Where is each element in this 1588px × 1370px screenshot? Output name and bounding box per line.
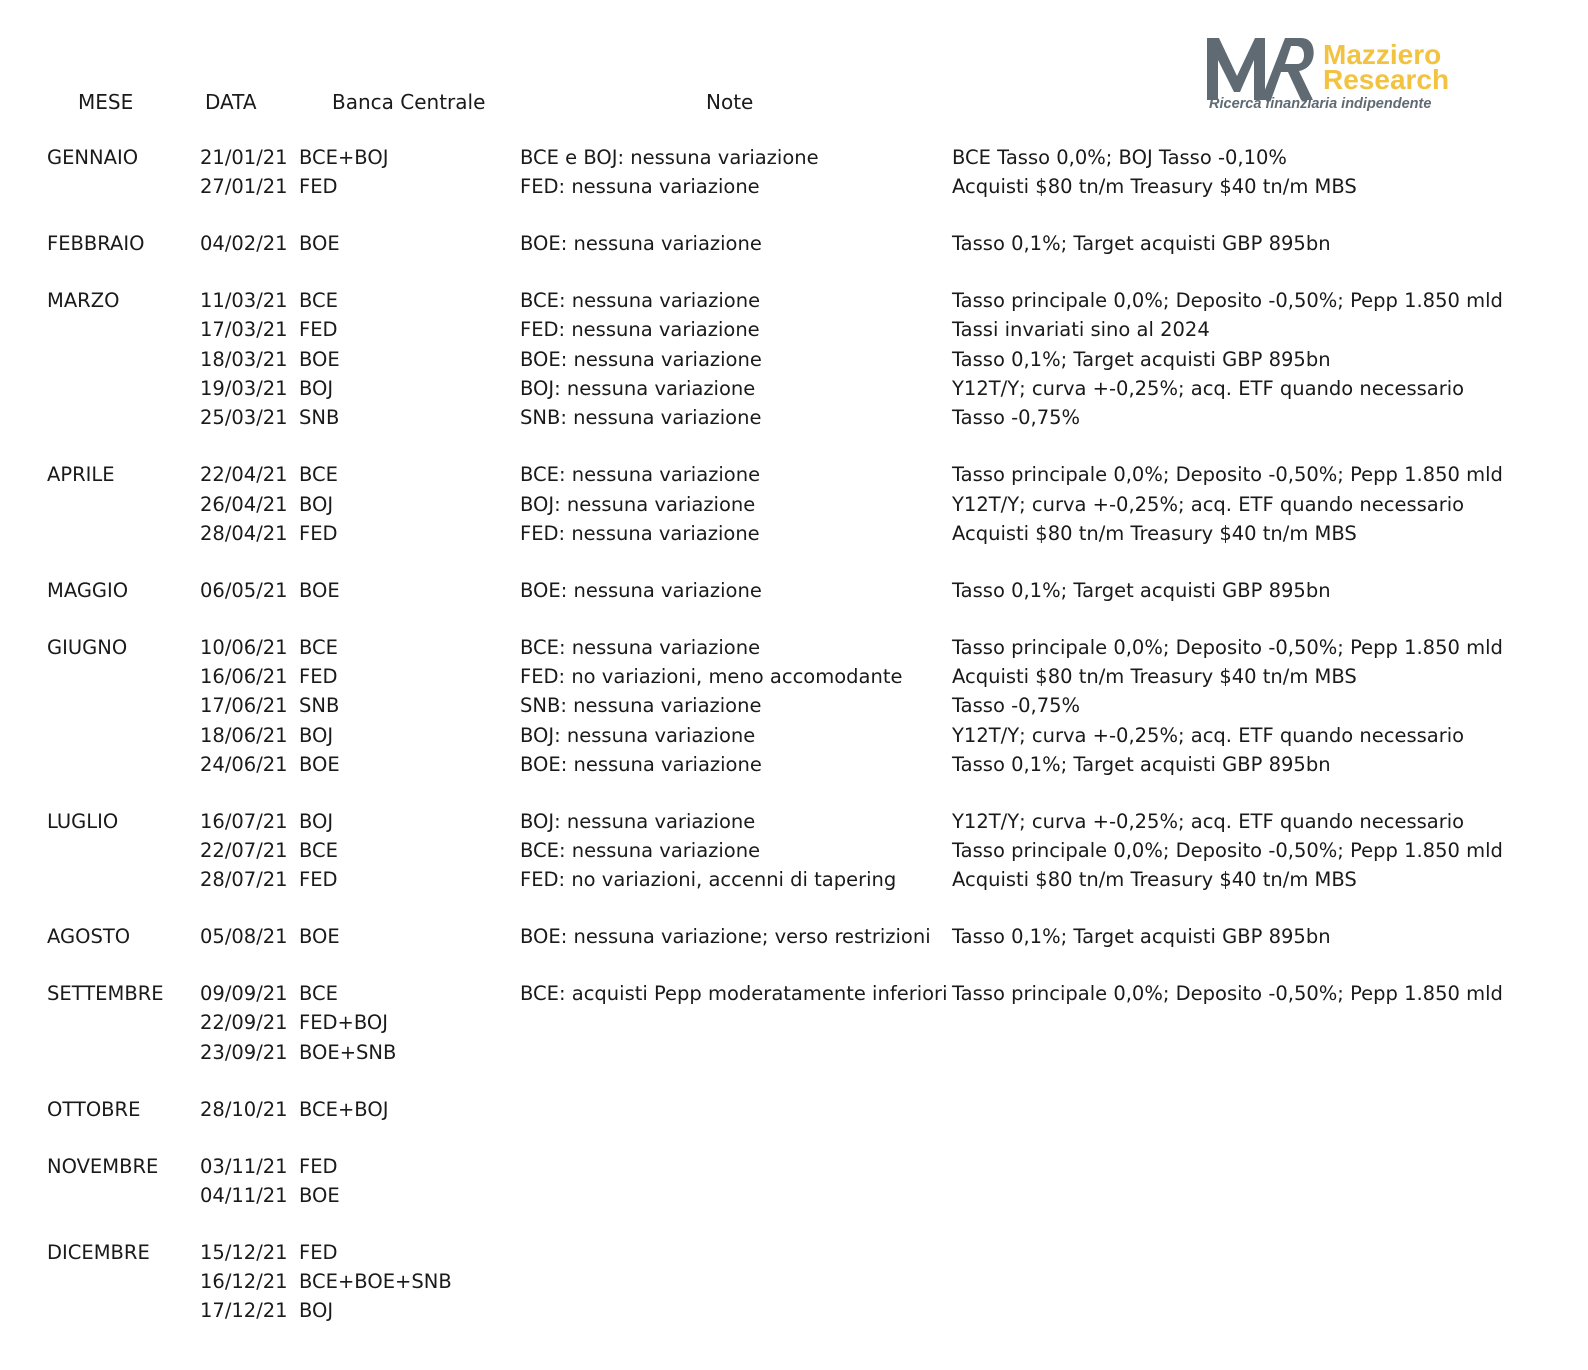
logo-name-line2: Research (1323, 64, 1450, 95)
cell-date: 27/01/21 (200, 175, 288, 199)
cell-bank: BOE (299, 578, 340, 602)
cell-detail: Tasso principale 0,0%; Deposito -0,50%; Pepp 1.850 mld (952, 839, 1503, 862)
cell-month: APRILE (47, 463, 115, 487)
cell-bank: FED (299, 175, 338, 199)
cell-bank: BOJ (299, 723, 334, 747)
cell-bank: FED (299, 1154, 338, 1178)
cell-note: BCE: nessuna variazione (520, 635, 761, 659)
cell-bank: BCE (299, 839, 338, 862)
cell-month: GENNAIO (47, 146, 139, 169)
cell-detail: Tasso 0,1%; Target acquisti GBP 895bn (952, 752, 1331, 776)
cell-bank: BOJ (299, 377, 334, 400)
cell-note: BOE: nessuna variazione (520, 232, 762, 256)
cell-month: AGOSTO (47, 925, 131, 949)
cell-note: BCE e BOJ: nessuna variazione (520, 146, 819, 169)
cell-note: BCE: nessuna variazione (520, 463, 761, 487)
cell-bank: SNB (299, 406, 340, 430)
cell-note: BOJ: nessuna variazione (520, 723, 756, 747)
logo-name-line1: Mazziero (1323, 39, 1442, 70)
cell-note: SNB: nessuna variazione (520, 694, 762, 718)
cell-date: 11/03/21 (200, 289, 288, 313)
cell-bank: FED+BOJ (299, 1011, 389, 1035)
cell-date: 19/03/21 (200, 377, 288, 400)
cell-bank: BCE+BOJ (299, 146, 389, 169)
cell-detail: BCE Tasso 0,0%; BOJ Tasso -0,10% (952, 146, 1287, 169)
cell-month: MAGGIO (47, 578, 129, 602)
cell-bank: FED (299, 664, 338, 688)
cell-date: 21/01/21 (200, 146, 288, 169)
cell-date: 17/12/21 (200, 1299, 288, 1323)
cell-detail: Tasso 0,1%; Target acquisti GBP 895bn (952, 578, 1331, 602)
cell-bank: BCE (299, 463, 338, 487)
cell-date: 04/11/21 (200, 1183, 288, 1207)
cell-bank: BOE+SNB (299, 1040, 397, 1064)
cell-date: 16/12/21 (200, 1270, 288, 1293)
cell-date: 26/04/21 (200, 492, 288, 516)
cell-date: 17/06/21 (200, 694, 288, 718)
cell-note: FED: nessuna variazione (520, 318, 760, 342)
cell-note: BOE: nessuna variazione (520, 347, 762, 371)
cell-date: 15/12/21 (200, 1240, 288, 1264)
cell-detail: Y12T/Y; curva +-0,25%; acq. ETF quando necessario (952, 492, 1465, 516)
cell-note: BOJ: nessuna variazione (520, 492, 756, 516)
cell-date: 03/11/21 (200, 1154, 288, 1178)
cell-date: 28/04/21 (200, 521, 288, 545)
cell-detail: Tassi invariati sino al 2024 (952, 318, 1210, 342)
cell-note: BOE: nessuna variazione (520, 752, 762, 776)
cell-month: LUGLIO (47, 809, 119, 833)
cell-bank: BCE (299, 982, 338, 1006)
cell-detail: Tasso principale 0,0%; Deposito -0,50%; Pepp 1.850 mld (952, 982, 1503, 1006)
cell-bank: BOJ (299, 492, 334, 516)
cell-bank: BOJ (299, 1299, 334, 1323)
header-banca-centrale: Banca Centrale (332, 90, 486, 114)
cell-bank: BOE (299, 232, 340, 256)
cell-detail: Acquisti $80 tn/m Treasury $40 tn/m MBS (952, 664, 1357, 688)
cell-month: SETTEMBRE (47, 982, 164, 1006)
cell-detail: Y12T/Y; curva +-0,25%; acq. ETF quando necessario (952, 723, 1465, 747)
cell-bank: BCE (299, 289, 338, 313)
cell-detail: Acquisti $80 tn/m Treasury $40 tn/m MBS (952, 521, 1357, 545)
cell-date: 10/06/21 (200, 635, 288, 659)
cell-month: FEBBRAIO (47, 232, 145, 256)
cell-note: BOJ: nessuna variazione (520, 809, 756, 833)
logo-tagline: Ricerca finanziaria indipendente (1209, 96, 1432, 112)
cell-note: BOE: nessuna variazione (520, 578, 762, 602)
cell-date: 22/04/21 (200, 463, 288, 487)
header-note: Note (706, 90, 754, 114)
cell-note: SNB: nessuna variazione (520, 406, 762, 430)
cell-month: MARZO (47, 289, 120, 313)
cell-bank: BOE (299, 1183, 340, 1207)
cell-date: 18/06/21 (200, 723, 288, 747)
cell-note: BOE: nessuna variazione; verso restrizioni (520, 925, 931, 949)
header-data: DATA (205, 90, 257, 114)
cell-date: 17/03/21 (200, 318, 288, 342)
cell-note: FED: nessuna variazione (520, 521, 760, 545)
cell-detail: Tasso 0,1%; Target acquisti GBP 895bn (952, 347, 1331, 371)
cell-bank: BCE+BOE+SNB (299, 1270, 452, 1293)
cell-note: FED: nessuna variazione (520, 175, 760, 199)
cell-bank: BOE (299, 347, 340, 371)
cell-date: 16/07/21 (200, 809, 288, 833)
cell-note: FED: no variazioni, accenni di tapering (520, 868, 897, 892)
cell-note: BCE: nessuna variazione (520, 839, 761, 862)
cell-detail: Tasso -0,75% (952, 406, 1081, 430)
cell-bank: BCE+BOJ (299, 1097, 389, 1121)
cell-detail: Y12T/Y; curva +-0,25%; acq. ETF quando necessario (952, 377, 1465, 400)
cell-bank: FED (299, 1240, 338, 1264)
cell-bank: BOE (299, 925, 340, 949)
cell-bank: BOE (299, 752, 340, 776)
cell-date: 28/07/21 (200, 868, 288, 892)
cell-month: DICEMBRE (47, 1240, 150, 1264)
cell-detail: Tasso 0,1%; Target acquisti GBP 895bn (952, 232, 1331, 256)
cell-bank: BCE (299, 635, 338, 659)
cell-month: OTTOBRE (47, 1097, 141, 1121)
cell-date: 22/07/21 (200, 839, 288, 862)
cell-bank: BOJ (299, 809, 334, 833)
cell-detail: Tasso principale 0,0%; Deposito -0,50%; Pepp 1.850 mld (952, 289, 1503, 313)
cell-note: BOJ: nessuna variazione (520, 377, 756, 400)
cell-date: 25/03/21 (200, 406, 288, 430)
cell-date: 24/06/21 (200, 752, 288, 776)
cell-date: 22/09/21 (200, 1011, 288, 1035)
cell-detail: Y12T/Y; curva +-0,25%; acq. ETF quando necessario (952, 809, 1465, 833)
cell-date: 09/09/21 (200, 982, 288, 1006)
cell-note: BCE: nessuna variazione (520, 289, 761, 313)
cell-date: 16/06/21 (200, 664, 288, 688)
header-mese: MESE (78, 90, 134, 114)
cell-detail: Tasso -0,75% (952, 694, 1081, 718)
cell-date: 06/05/21 (200, 578, 288, 602)
cell-month: NOVEMBRE (47, 1154, 159, 1178)
cell-detail: Tasso principale 0,0%; Deposito -0,50%; Pepp 1.850 mld (952, 463, 1503, 487)
cell-bank: FED (299, 868, 338, 892)
cell-date: 05/08/21 (200, 925, 288, 949)
cell-month: GIUGNO (47, 635, 128, 659)
cell-bank: SNB (299, 694, 340, 718)
cell-date: 04/02/21 (200, 232, 288, 256)
cell-bank: FED (299, 521, 338, 545)
cell-detail: Tasso principale 0,0%; Deposito -0,50%; Pepp 1.850 mld (952, 635, 1503, 659)
cell-note: FED: no variazioni, meno accomodante (520, 664, 903, 688)
cell-detail: Tasso 0,1%; Target acquisti GBP 895bn (952, 925, 1331, 949)
cell-note: BCE: acquisti Pepp moderatamente inferiori (520, 982, 948, 1006)
cell-bank: FED (299, 318, 338, 342)
cell-date: 18/03/21 (200, 347, 288, 371)
cell-detail: Acquisti $80 tn/m Treasury $40 tn/m MBS (952, 868, 1357, 892)
cell-detail: Acquisti $80 tn/m Treasury $40 tn/m MBS (952, 175, 1357, 199)
cell-date: 23/09/21 (200, 1040, 288, 1064)
cell-date: 28/10/21 (200, 1097, 288, 1121)
